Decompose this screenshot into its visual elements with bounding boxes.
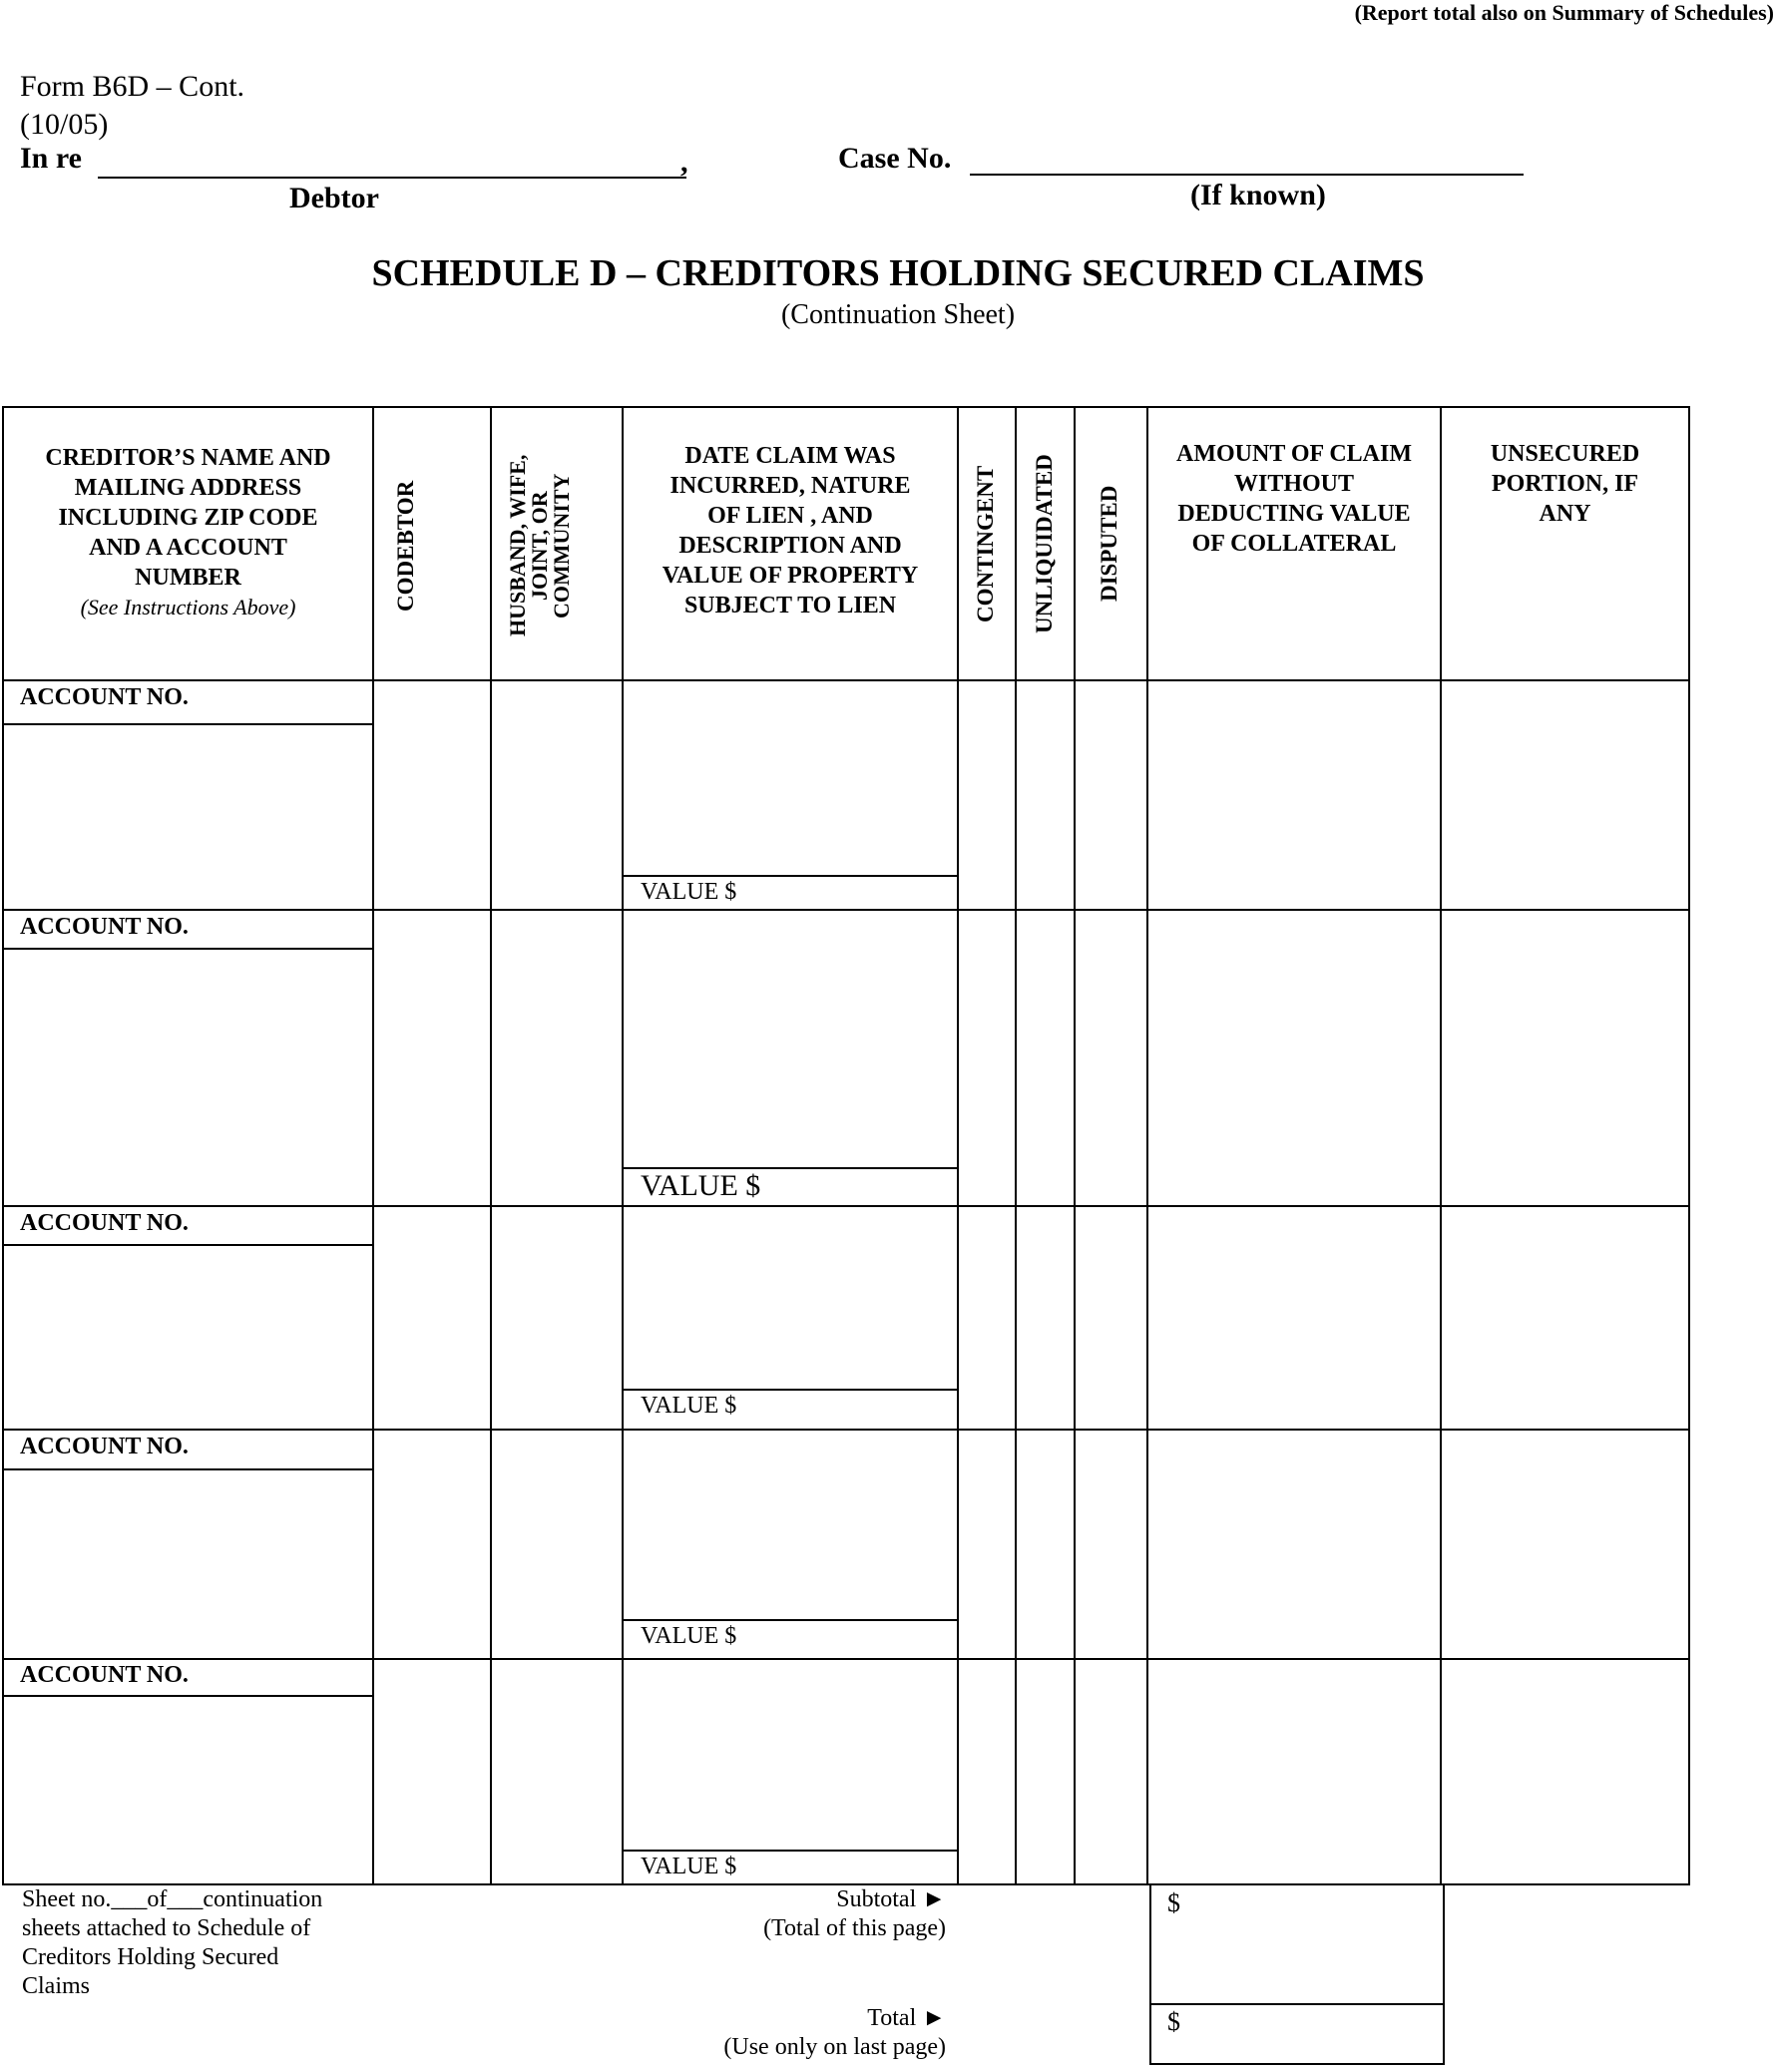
col-header-date-line: DATE CLAIM WAS [684,443,896,469]
col-header-amount-line: OF COLLATERAL [1191,531,1397,557]
sheet-note-line: Creditors Holding Secured [22,1944,279,1970]
col-header-creditor-line: CREDITOR’S NAME AND [45,445,331,471]
col-divider [1146,406,1148,1885]
account-divider [2,1695,373,1697]
account-divider [2,948,373,950]
col-divider [490,406,492,1885]
table-border-left [2,406,4,1885]
col-header-date-claim [624,441,957,621]
sheet-note-line: Claims [22,1973,91,1999]
table-border-top [2,406,1690,408]
subtotal-currency: $ [1167,1888,1180,1917]
col-header-hwjc-line: COMMUNITY [549,473,574,619]
table-border-right [1688,406,1690,1885]
debtor-label: Debtor [289,182,379,214]
total-label-block [639,2004,946,2062]
col-header-unliquidated: UNLIQUIDATED [1032,454,1057,633]
total-note: (Use only on last page) [723,2034,946,2060]
col-header-date-line: SUBJECT TO LIEN [683,593,897,619]
debtor-field[interactable] [98,177,686,179]
case-no-label: Case No. [838,142,952,175]
col-header-creditor [4,443,372,622]
box-border [1149,2063,1445,2065]
col-divider [1074,406,1076,1885]
account-no-label: ACCOUNT NO. [20,1434,189,1459]
page-subtitle: (Continuation Sheet) [780,299,1016,330]
box-border [1443,1884,1445,2065]
account-no-label: ACCOUNT NO. [20,914,189,940]
col-header-amount [1148,439,1440,559]
col-header-unsecured-line: UNSECURED [1490,441,1640,467]
page-title: SCHEDULE D – CREDITORS HOLDING SECURED CLAIMS [371,252,1425,294]
value-label: VALUE $ [641,1623,737,1649]
total-label: Total ► [867,2005,946,2031]
col-header-amount-line: DEDUCTING VALUE [1177,501,1411,527]
row-divider [2,679,1690,681]
row-divider [2,1205,1690,1207]
col-header-hwjc-line: HUSBAND, WIFE, [505,454,530,637]
col-header-contingent: CONTINGENT [973,465,998,622]
col-header-unsecured-line: ANY [1539,501,1591,527]
col-header-creditor-line: INCLUDING ZIP CODE [58,505,318,531]
account-divider [2,723,373,725]
subtotal-label: Subtotal ► [836,1886,946,1912]
row-divider [2,1658,1690,1660]
col-divider [1015,406,1017,1885]
subtotal-label-block [639,1885,946,1943]
col-header-date-line: INCURRED, NATURE [669,473,911,499]
form-id [20,68,244,144]
row-divider [2,1429,1690,1431]
col-header-creditor-note: (See Instructions Above) [80,595,296,620]
col-header-amount-line: WITHOUT [1233,471,1355,497]
col-divider [622,406,624,1885]
col-header-hwjc-line: JOINT, OR [527,491,552,601]
col-divider [372,406,374,1885]
value-divider [623,875,958,877]
col-header-date-line: DESCRIPTION AND [678,533,902,559]
account-no-label: ACCOUNT NO. [20,684,189,710]
col-header-unsecured-line: PORTION, IF [1491,471,1639,497]
col-header-disputed: DISPUTED [1097,485,1121,603]
account-no-label: ACCOUNT NO. [20,1662,189,1688]
col-header-codebtor: CODEBTOR [393,480,418,612]
case-no-field[interactable] [970,174,1524,176]
value-divider [623,1389,958,1391]
col-header-date-line: VALUE OF PROPERTY [662,563,919,589]
col-header-date-line: OF LIEN , AND [707,503,873,529]
form-date: (10/05) [20,108,109,141]
col-divider [957,406,959,1885]
col-divider [1440,406,1442,1885]
box-border [1149,2003,1445,2005]
value-divider [623,1619,958,1621]
account-divider [2,1468,373,1470]
in-re-label: In re [20,142,82,175]
box-border [1149,1884,1151,2065]
col-header-creditor-line: MAILING ADDRESS [74,475,302,501]
comma: , [680,146,688,179]
sheet-number-note [22,1885,322,2001]
sheet-note-line: Sheet no.___of___continuation [22,1886,323,1912]
value-label: VALUE $ [641,1393,737,1419]
subtotal-note: (Total of this page) [763,1915,946,1941]
col-header-creditor-line: AND A ACCOUNT [89,535,287,561]
row-divider [2,909,1690,911]
if-known-label: (If known) [1190,179,1326,211]
value-label: VALUE $ [641,1169,761,1202]
value-label: VALUE $ [641,879,737,905]
col-header-amount-line: AMOUNT OF CLAIM [1176,441,1412,467]
report-note: (Report total also on Summary of Schedules) [1354,0,1774,25]
col-header-creditor-line: NUMBER [135,565,241,591]
account-no-label: ACCOUNT NO. [20,1210,189,1236]
total-currency: $ [1167,2007,1180,2036]
value-divider [623,1850,958,1852]
account-divider [2,1244,373,1246]
col-header-unsecured [1442,439,1688,529]
value-label: VALUE $ [641,1854,737,1879]
sheet-note-line: sheets attached to Schedule of [22,1915,311,1941]
col-header-hwjc [507,437,573,654]
form-number: Form B6D – Cont. [20,70,245,103]
